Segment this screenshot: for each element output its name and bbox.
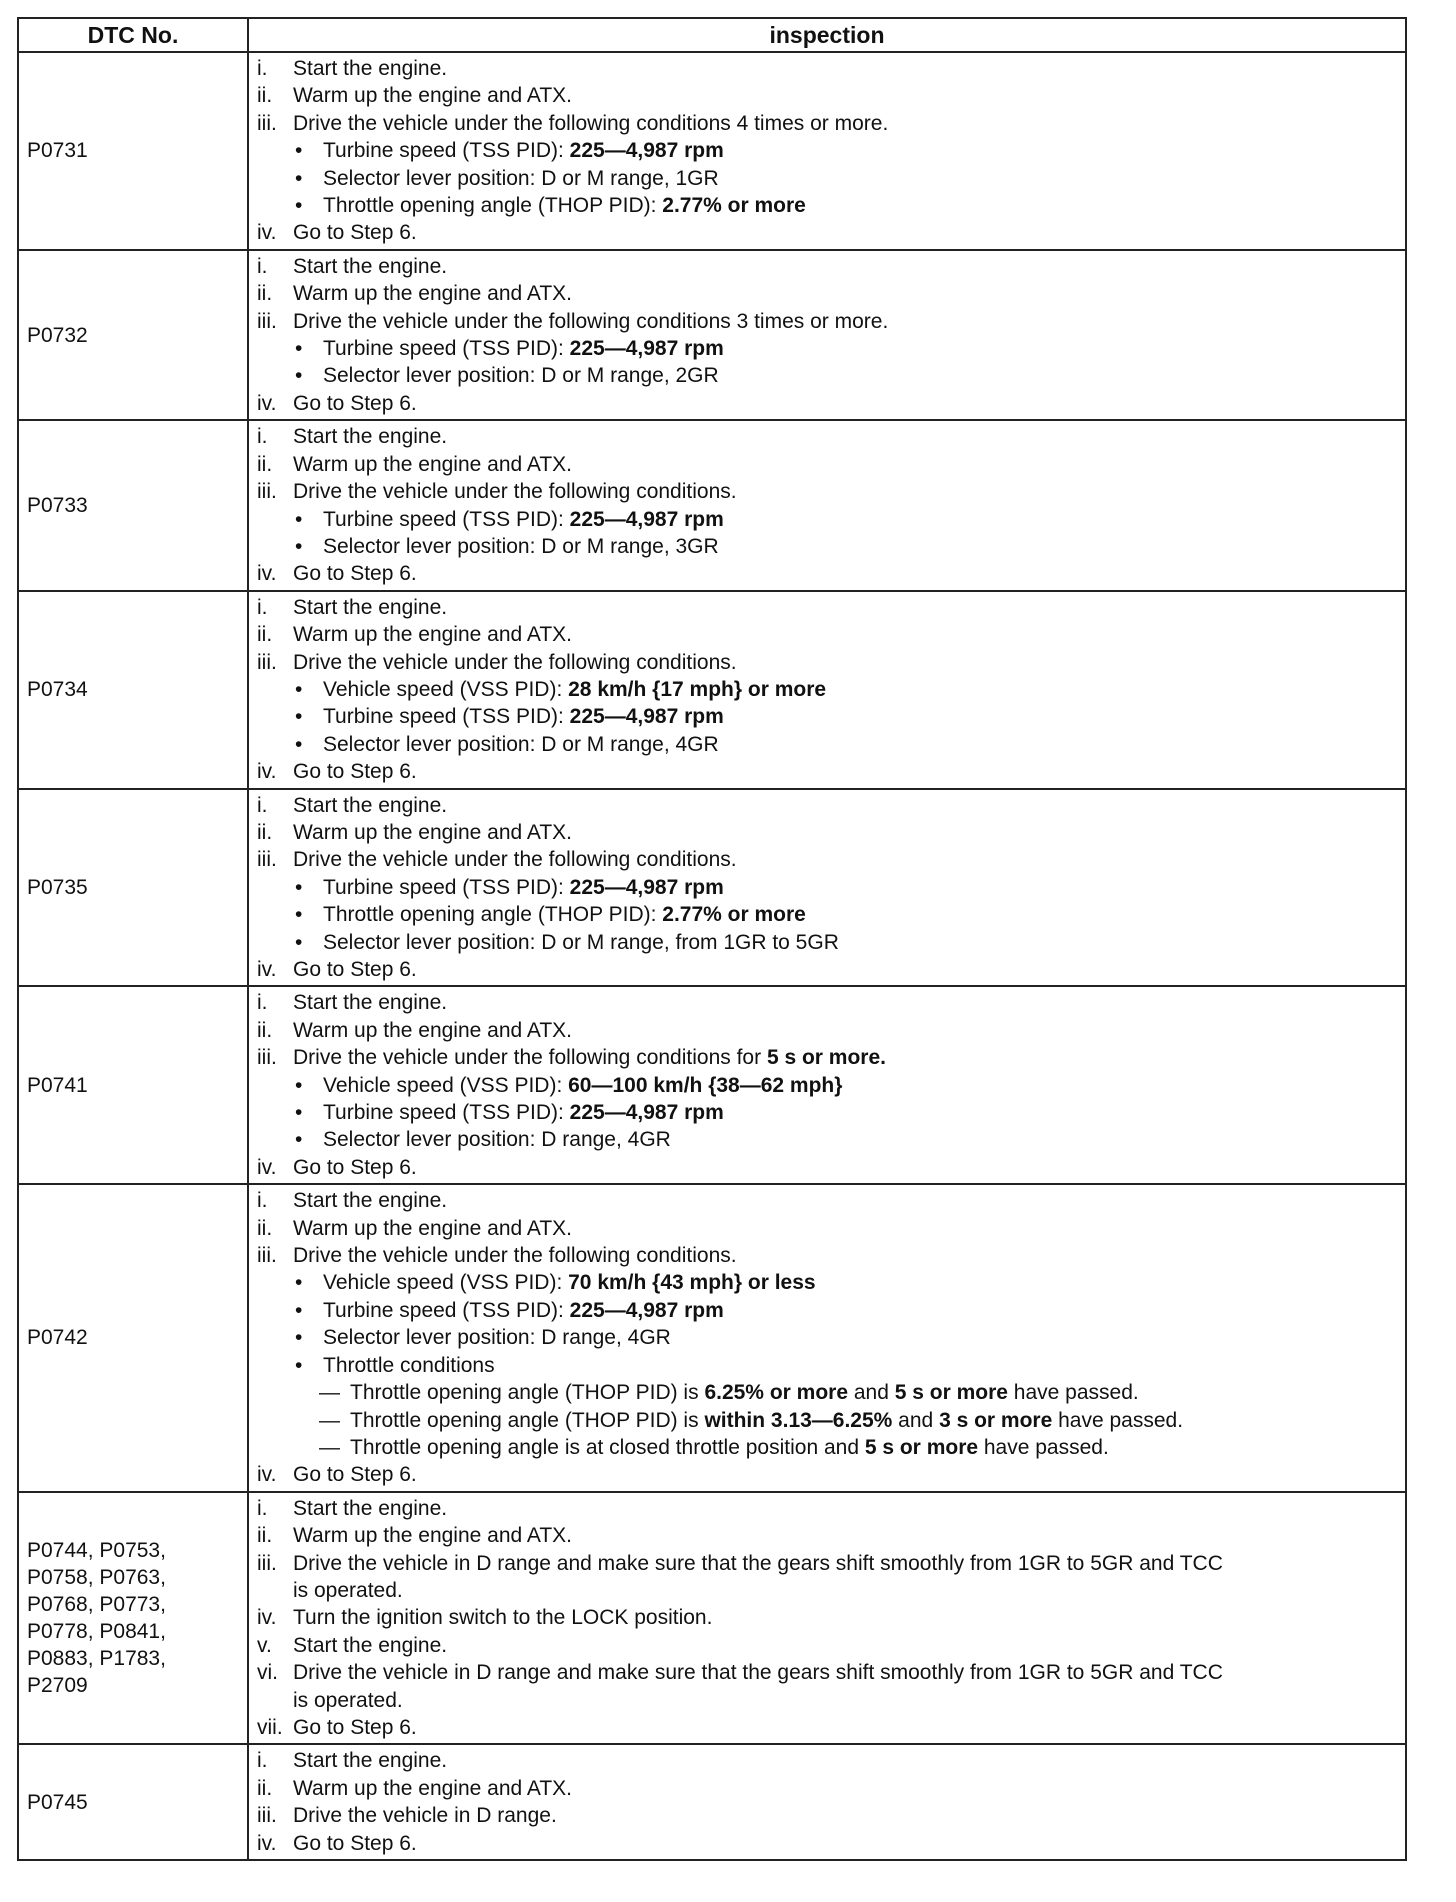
step-text: have passed. [1007,1381,1139,1405]
step-marker: • [295,507,303,531]
dtc-code: P0758, P0763, [27,1566,166,1590]
inspection-step [257,1604,1397,1631]
step-text: Warm up the engine and ATX. [293,1524,572,1548]
inspection-step [257,792,1397,819]
condition-bullet [257,1072,1397,1099]
step-marker: • [295,337,303,361]
step-marker: i. [257,1189,268,1213]
step-text: Throttle opening angle (THOP PID) is [350,1381,705,1405]
step-marker: iv. [257,1606,277,1630]
step-marker: ii. [257,452,273,476]
inspection-step [257,1522,1397,1549]
condition-bullet [257,676,1397,703]
step-text: Warm up the engine and ATX. [293,84,572,108]
dtc-code-cell [18,1744,248,1860]
step-text: Go to Step 6. [293,1463,417,1487]
step-text: have passed. [1052,1408,1184,1432]
step-text: Start the engine. [293,1633,448,1657]
condition-bullet [257,901,1397,928]
condition-bullet [257,533,1397,560]
step-marker: ii. [257,84,273,108]
step-marker: vi. [257,1661,278,1685]
step-text: is operated. [293,1688,403,1712]
condition-bullet [257,137,1397,164]
step-marker: • [295,1073,303,1097]
step-marker: • [295,930,303,954]
condition-bullet [257,1099,1397,1126]
dtc-code-cell [18,789,248,987]
step-text: Start the engine. [293,991,448,1015]
condition-bullet [257,1297,1397,1324]
step-text: Warm up the engine and ATX. [293,452,572,476]
step-text: Go to Step 6. [293,391,417,415]
inspection-steps-cell [248,1744,1406,1860]
inspection-step [257,1550,1397,1577]
inspection-step [257,390,1397,417]
step-text: Go to Step 6. [293,1715,417,1739]
step-text: Start the engine. [293,595,448,619]
step-marker: • [295,364,303,388]
condition-bullet [257,1352,1397,1379]
step-text: Warm up the engine and ATX. [293,1216,572,1240]
dtc-code: P0733 [27,494,88,517]
step-marker: iii. [257,848,277,872]
inspection-step [257,1154,1397,1181]
step-continuation [257,1577,1397,1604]
dtc-code: P0745 [27,1790,88,1814]
step-text: Go to Step 6. [293,760,417,784]
condition-bullet [257,1126,1397,1153]
inspection-steps-cell [248,420,1406,590]
dtc-code: P0734 [27,678,88,702]
inspection-steps-cell [248,250,1406,420]
throttle-sub-condition [257,1407,1397,1434]
inspection-step [257,1747,1397,1774]
step-text: Drive the vehicle under the following conditions. [293,480,737,504]
spec-value: 6.25% or more [704,1381,849,1405]
step-marker: iii. [257,1804,277,1828]
step-marker: • [295,732,303,756]
step-marker: iii. [257,1046,277,1070]
condition-bullet [257,929,1397,956]
inspection-steps-cell [248,986,1406,1184]
table-row [18,1744,1406,1860]
condition-bullet [257,703,1397,730]
dtc-code: P0732 [27,323,88,347]
step-marker: iv. [257,1463,277,1487]
step-marker: i. [257,57,268,80]
step-text: Turbine speed (TSS PID): [323,337,570,361]
step-text: Throttle opening angle (THOP PID): [323,194,663,218]
dtc-inspection-table [17,17,1407,1861]
step-marker: • [295,194,303,218]
step-text: Start the engine. [293,425,448,449]
step-marker: • [295,1101,303,1125]
step-text: have passed. [978,1435,1109,1459]
inspection-step [257,649,1397,676]
inspection-step [257,55,1397,82]
step-marker: iii. [257,1551,277,1575]
step-marker: iv. [257,391,277,415]
step-text: Warm up the engine and ATX. [293,282,572,306]
step-text: Throttle opening angle (THOP PID) is [350,1408,705,1432]
inspection-step [257,1017,1397,1044]
step-marker: i. [257,793,268,817]
inspection-step [257,423,1397,450]
spec-value: 28 km/h {17 mph} or more [568,677,827,701]
dtc-code: P2709 [27,1674,88,1698]
spec-value: 225—4,987 rpm [569,875,724,899]
spec-value: 3 s or more [939,1408,1053,1432]
step-marker: ii. [257,1524,273,1548]
inspection-step [257,451,1397,478]
inspection-column-header: inspection [248,18,1406,52]
step-text: Selector lever position: D or M range, 4GR [323,732,719,756]
step-marker: • [295,1298,303,1322]
step-text: Drive the vehicle under the following conditions 4 times or more. [293,111,889,135]
step-marker: iii. [257,309,277,333]
spec-value: 225—4,987 rpm [569,1101,724,1125]
step-marker: ii. [257,1216,273,1240]
dtc-code-cell [18,250,248,420]
inspection-step [257,253,1397,280]
step-marker: iv. [257,562,277,586]
step-text: Vehicle speed (VSS PID): [323,1073,569,1097]
condition-bullet [257,874,1397,901]
condition-bullet [257,1324,1397,1351]
inspection-step [257,1659,1397,1686]
step-marker: i. [257,991,268,1015]
step-text: Start the engine. [293,1749,448,1773]
dtc-code: P0731 [27,139,88,163]
dtc-code: P0744, P0753, [27,1539,166,1563]
step-text: and [848,1381,895,1405]
table-row [18,420,1406,590]
spec-value: 5 s or more. [766,1046,886,1070]
dtc-code: P0735 [27,875,88,899]
inspection-step [257,956,1397,983]
step-marker: • [295,1128,303,1152]
step-text: Start the engine. [293,254,448,278]
inspection-step [257,1775,1397,1802]
step-text: Start the engine. [293,1189,448,1213]
step-text: Go to Step 6. [293,221,417,245]
inspection-step [257,846,1397,873]
step-marker: i. [257,254,268,278]
step-marker: — [319,1408,340,1432]
inspection-step [257,1044,1397,1071]
step-text: Warm up the engine and ATX. [293,1018,572,1042]
step-text: Throttle opening angle (THOP PID): [323,903,663,927]
dtc-code: P0768, P0773, [27,1593,166,1617]
table-row [18,789,1406,987]
step-text: Warm up the engine and ATX. [293,623,572,647]
spec-value: 5 s or more [864,1435,979,1459]
inspection-steps-cell [248,591,1406,789]
step-text: Selector lever position: D or M range, 2GR [323,364,719,388]
step-text: Turbine speed (TSS PID): [323,1101,570,1125]
inspection-steps-cell [248,789,1406,987]
table-row [18,1492,1406,1745]
inspection-step [257,819,1397,846]
table-row [18,1184,1406,1491]
step-text: Drive the vehicle under the following conditions. [293,1244,737,1268]
inspection-steps-cell [248,1492,1406,1745]
spec-value: 225—4,987 rpm [569,337,724,361]
dtc-code: P0742 [27,1326,88,1350]
step-marker: • [295,1271,303,1295]
step-text: Turbine speed (TSS PID): [323,507,570,531]
inspection-step [257,219,1397,246]
step-marker: iii. [257,1244,277,1268]
inspection-step [257,82,1397,109]
table-row [18,986,1406,1184]
condition-bullet [257,506,1397,533]
step-text: Go to Step 6. [293,1831,417,1855]
step-marker: i. [257,1749,268,1773]
dtc-inspection-sheet [17,17,1405,1861]
dtc-code-cell [18,52,248,250]
step-text: Drive the vehicle in D range. [293,1804,557,1828]
dtc-number-column-header: DTC No. [18,18,248,52]
step-text: Drive the vehicle under the following conditions 3 times or more. [293,309,889,333]
spec-value: 225—4,987 rpm [569,139,724,163]
step-text: is operated. [293,1578,403,1602]
step-text: Turn the ignition switch to the LOCK position. [293,1606,713,1630]
inspection-step [257,1714,1397,1741]
step-marker: iv. [257,760,277,784]
inspection-step [257,758,1397,785]
dtc-code-cell [18,420,248,590]
step-text: Turbine speed (TSS PID): [323,875,570,899]
inspection-step [257,1495,1397,1522]
step-text: Vehicle speed (VSS PID): [323,1271,569,1295]
inspection-step [257,1215,1397,1242]
condition-bullet [257,731,1397,758]
step-marker: ii. [257,820,273,844]
spec-value: within 3.13—6.25% [704,1408,893,1432]
step-marker: ii. [257,1776,273,1800]
step-text: Drive the vehicle under the following conditions. [293,650,737,674]
step-marker: iii. [257,650,277,674]
condition-bullet [257,362,1397,389]
spec-value: 2.77% or more [662,903,806,927]
step-text: Go to Step 6. [293,958,417,981]
step-continuation [257,1687,1397,1714]
step-marker: v. [257,1633,272,1657]
table-header-row [18,18,1406,52]
step-text: Start the engine. [293,793,448,817]
step-marker: i. [257,595,268,619]
step-marker: • [295,705,303,729]
step-marker: ii. [257,282,273,306]
inspection-steps-cell [248,1184,1406,1491]
step-marker: i. [257,1496,268,1520]
step-marker: i. [257,425,268,449]
step-marker: • [295,677,303,701]
inspection-step [257,1632,1397,1659]
inspection-step [257,280,1397,307]
inspection-step [257,989,1397,1016]
spec-value: 2.77% or more [662,194,806,218]
step-marker: iv. [257,221,277,245]
throttle-sub-condition [257,1434,1397,1461]
inspection-step [257,478,1397,505]
step-marker: vii. [257,1715,283,1739]
inspection-step [257,1242,1397,1269]
step-text: Selector lever position: D range, 4GR [323,1326,671,1350]
step-text: Turbine speed (TSS PID): [323,1298,570,1322]
spec-value: 225—4,987 rpm [569,507,724,531]
inspection-step [257,1830,1397,1857]
step-marker: • [295,166,303,190]
step-marker: • [295,534,303,558]
step-marker: iii. [257,480,277,504]
inspection-step [257,594,1397,621]
inspection-step [257,1802,1397,1829]
dtc-code: P0741 [27,1073,88,1097]
step-marker: • [295,875,303,899]
step-text: Turbine speed (TSS PID): [323,705,570,729]
dtc-code: P0778, P0841, [27,1620,166,1644]
spec-value: 60—100 km/h {38—62 mph} [568,1073,843,1097]
inspection-steps-cell [248,52,1406,250]
step-marker: iv. [257,958,277,981]
table-row [18,250,1406,420]
step-text: Warm up the engine and ATX. [293,1776,572,1800]
inspection-step [257,308,1397,335]
step-text: Vehicle speed (VSS PID): [323,677,569,701]
step-marker: — [319,1381,340,1405]
step-text: Warm up the engine and ATX. [293,820,572,844]
step-marker: iv. [257,1155,277,1179]
throttle-sub-condition [257,1379,1397,1406]
dtc-code-cell [18,591,248,789]
step-text: Drive the vehicle under the following conditions. [293,848,737,872]
step-text: Drive the vehicle in D range and make sure that the gears shift smoothly from 1GR to 5GR and TCC [293,1661,1223,1685]
step-text: Throttle opening angle is at closed throttle position and [350,1435,865,1459]
step-text: Go to Step 6. [293,562,417,586]
spec-value: 5 s or more [894,1381,1008,1405]
spec-value: 225—4,987 rpm [569,1298,724,1322]
step-text: Drive the vehicle under the following conditions for [293,1046,767,1070]
dtc-code-cell [18,1184,248,1491]
step-text: Turbine speed (TSS PID): [323,139,570,163]
dtc-code-cell [18,986,248,1184]
step-marker: • [295,1353,303,1377]
step-text: and [892,1408,940,1432]
table-row [18,591,1406,789]
step-marker: • [295,903,303,927]
step-text: Drive the vehicle in D range and make sure that the gears shift smoothly from 1GR to 5GR and TCC [293,1551,1223,1575]
step-text: Throttle conditions [323,1353,495,1377]
step-marker: — [319,1435,340,1459]
inspection-step [257,560,1397,587]
inspection-step [257,110,1397,137]
condition-bullet [257,1269,1397,1296]
step-text: Go to Step 6. [293,1155,417,1179]
table-row [18,52,1406,250]
step-text: Selector lever position: D range, 4GR [323,1128,671,1152]
step-marker: iii. [257,111,277,135]
inspection-step [257,621,1397,648]
step-text: Start the engine. [293,57,448,80]
step-text: Selector lever position: D or M range, from 1GR to 5GR [323,930,839,954]
condition-bullet [257,335,1397,362]
step-marker: ii. [257,623,273,647]
dtc-code: P0883, P1783, [27,1647,166,1671]
dtc-code-cell [18,1492,248,1745]
condition-bullet [257,165,1397,192]
step-marker: iv. [257,1831,277,1855]
step-marker: • [295,139,303,163]
condition-bullet [257,192,1397,219]
table-body [18,52,1406,1860]
spec-value: 225—4,987 rpm [569,705,724,729]
spec-value: 70 km/h {43 mph} or less [568,1271,816,1295]
step-text: Selector lever position: D or M range, 1GR [323,166,719,190]
step-marker: • [295,1326,303,1350]
inspection-step [257,1461,1397,1488]
inspection-step [257,1187,1397,1214]
step-text: Selector lever position: D or M range, 3GR [323,534,719,558]
step-text: Start the engine. [293,1496,448,1520]
step-marker: ii. [257,1018,273,1042]
